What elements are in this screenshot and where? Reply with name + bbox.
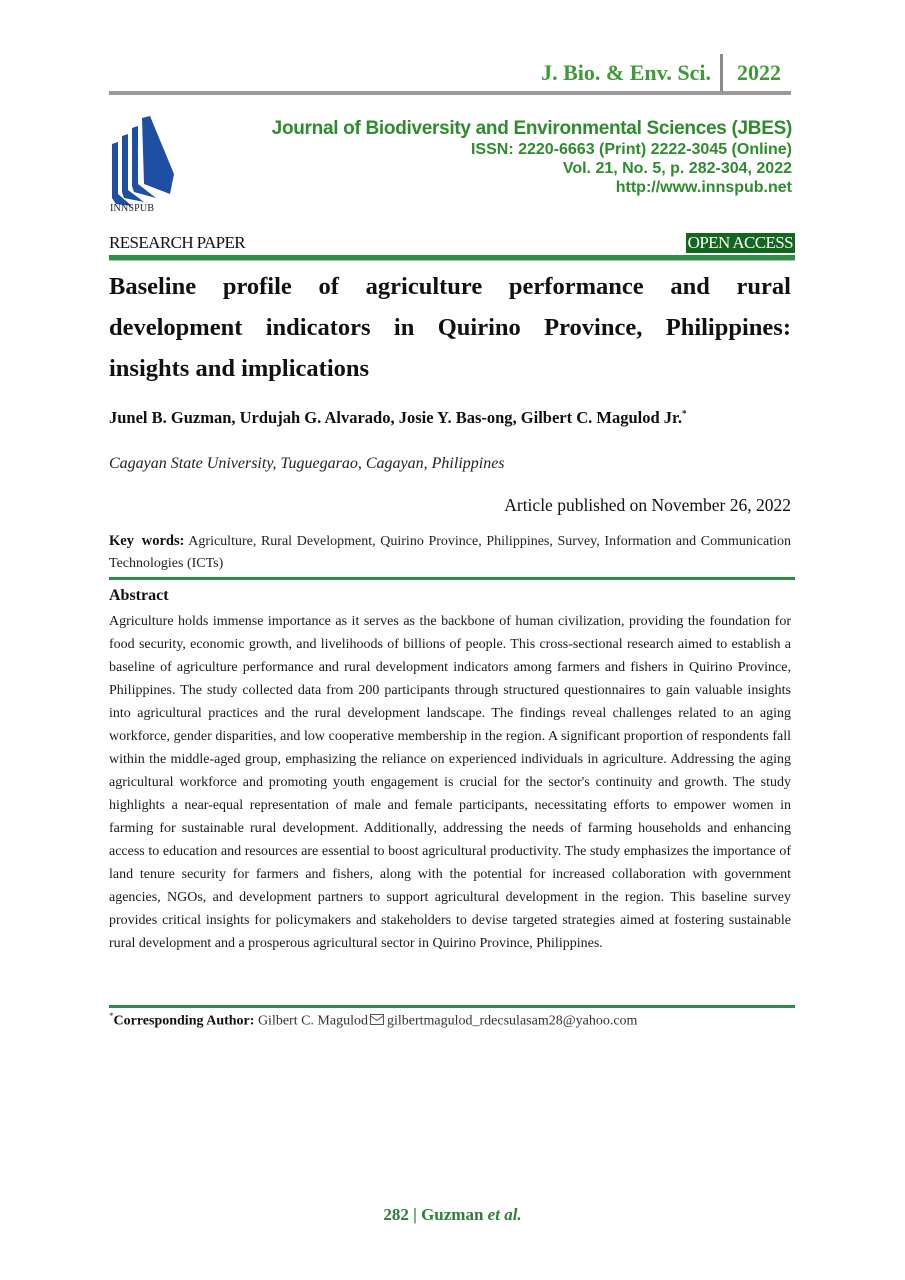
keywords-label: Key words: [109,533,185,549]
keywords-divider [109,577,795,580]
footer-author: Guzman [421,1205,484,1224]
journal-abbrev: J. Bio. & Env. Sci. [541,60,711,85]
open-access-badge: OPEN ACCESS [687,233,793,252]
footer-etal: et al. [487,1205,522,1224]
abstract-divider [109,1005,795,1008]
page-footer [0,1205,905,1225]
running-head [109,58,791,94]
corresponding-author-label: Corresponding Author: [113,1013,255,1029]
page-number: 282 [383,1205,409,1224]
mail-icon [370,1014,384,1025]
keywords [109,530,791,575]
journal-issn: ISSN: 2220-6663 (Print) 2222-3045 (Online) [470,141,792,158]
journal-url[interactable]: http://www.innspub.net [615,179,792,196]
corresponding-mark: * [681,408,687,419]
affiliation: Cagayan State University, Tuguegarao, Cagayan, Philippines [109,455,505,472]
authors-text: Junel B. Guzman, Urdujah G. Alvarado, Josie Y. Bas-ong, Gilbert C. Magulod Jr. [109,408,682,427]
corresponding-author-email[interactable]: gilbertmagulod_rdecsulasam28@yahoo.com [386,1013,638,1029]
abstract-heading: Abstract [109,587,169,604]
header-divider [109,255,795,261]
abstract-text: Agriculture holds immense importance as it serves as the backbone of human civilization, providing the foundation for food security, economic growth, and livelihoods of billions of people. This cross-sectional research aimed to establish a baseline of agriculture performance and rural development indicators among farmers and fishers in Quirino Province, Philippines. The study collected data from 200 participants through structured questionnaires to gain valuable insights into agricultural practices and the rural development landscape. The findings reveal challenges related to an aging workforce, gender disparities, and low cooperative membership in the region. A significant proportion of respondents fall within the middle-aged group, emphasizing the reliance on experienced individuals in agriculture. Addressing the aging agricultural workforce and promoting youth engagement is crucial for the sector's continuity and growth. The study highlights a near-equal representation of male and female participants, necessitating efforts to empower women in farming for sustainable rural development. Additionally, addressing the needs of farming households and enhancing access to education and resources are essential to boost agricultural productivity. The study emphasizes the importance of land tenure security for farmers and fishers, along with the potential for increased collaboration with government agencies, NGOs, and development partners to support agricultural development in the region. This baseline survey provides critical insights for policymakers and stakeholders to devise targeted strategies aimed at fostering sustainable rural development and a prosperous agricultural sector in Quirino Province, Philippines. [109,614,791,951]
running-head-rule [109,91,791,95]
footer-separator: | [413,1205,417,1224]
running-head-year: 2022 [737,60,781,85]
author-list [109,408,686,428]
article-type-label: RESEARCH PAPER [109,233,245,252]
corresponding-author [109,1011,637,1030]
journal-title: Journal of Biodiversity and Environmental Sciences (JBES) [271,118,792,139]
publisher-name: INNSPUB [110,203,155,214]
keywords-text: Agriculture, Rural Development, Quirino Province, Philippines, Survey, Information and Communication Technologies (ICTs) [109,534,791,571]
publication-date: Article published on November 26, 2022 [504,495,791,515]
article-title: Baseline profile of agriculture performance and rural development indicators in Quirino Province, Philippines: insights and implications [109,273,791,382]
corresponding-author-name: Gilbert C. Magulod [257,1013,368,1029]
article-type-row [109,233,795,255]
corresponding-author-mark: * [109,1011,114,1021]
journal-volume: Vol. 21, No. 5, p. 282-304, 2022 [562,160,792,177]
running-head-separator [720,54,723,94]
journal-info [272,118,792,197]
